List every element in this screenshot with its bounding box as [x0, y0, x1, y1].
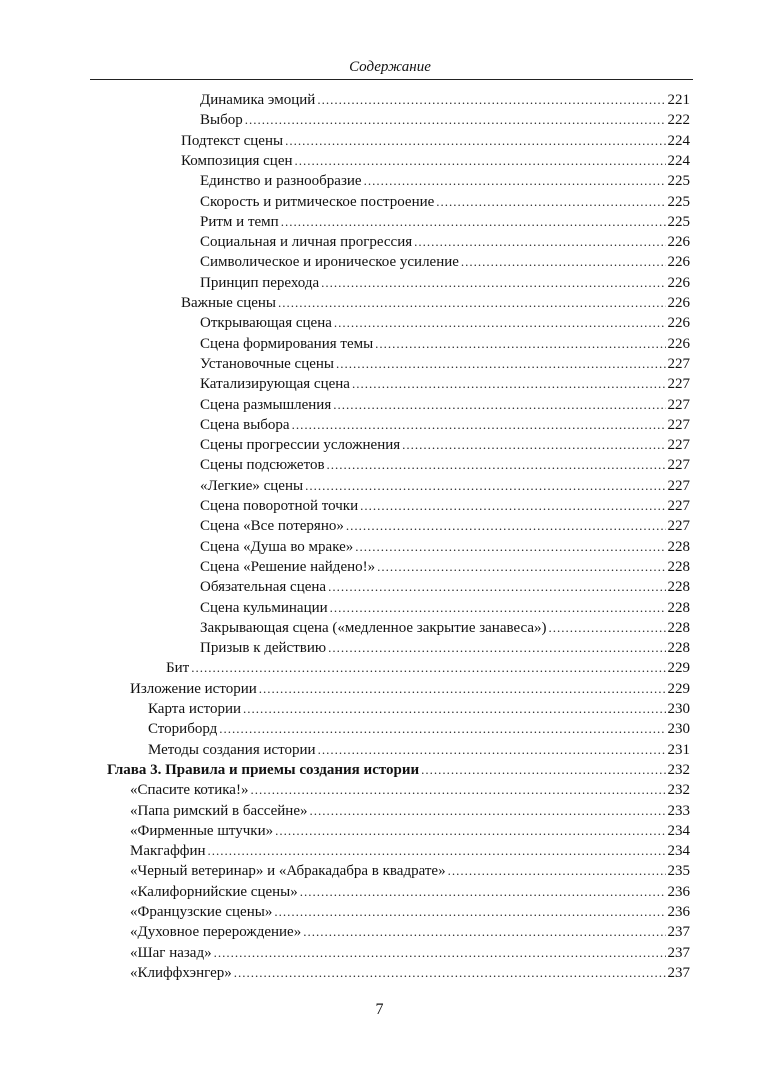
toc-entry[interactable]: [200, 496, 690, 516]
toc-entry-title: Методы создания истории: [148, 741, 316, 758]
toc-leader-dots: [375, 334, 665, 354]
toc-entry-page: 228: [667, 558, 690, 575]
toc-entry[interactable]: [130, 841, 690, 861]
toc-entry-page: 235: [667, 863, 690, 880]
toc-entry-page: 222: [667, 112, 690, 129]
toc-entry-title: «Духовное перерождение»: [130, 924, 302, 941]
toc-leader-dots: [364, 171, 666, 191]
toc-entry[interactable]: [130, 861, 690, 881]
toc-entry-page: 226: [667, 315, 690, 332]
toc-entry-page: 234: [667, 843, 690, 860]
toc-entry[interactable]: [200, 476, 690, 496]
toc-entry-page: 236: [667, 904, 690, 920]
toc-leader-dots: [274, 902, 665, 922]
toc-entry[interactable]: [200, 537, 690, 557]
toc-entry-page: 234: [667, 822, 690, 839]
toc-entry-page: 226: [667, 335, 690, 352]
toc-entry-page: 230: [667, 701, 690, 717]
toc-entry-title: Сцена размышления: [200, 396, 332, 413]
toc-entry-page: 236: [667, 883, 690, 900]
toc-entry-title: Сцена кульминации: [200, 599, 328, 616]
toc-entry-page: 225: [667, 193, 690, 210]
toc-entry-page: 229: [667, 680, 690, 697]
toc-entry-title: Динамика эмоций: [200, 92, 316, 108]
toc-leader-dots: [310, 801, 666, 821]
toc-entry-title: «Черный ветеринар» и «Абракадабра в квадрате»: [130, 863, 446, 880]
header-rule: [90, 79, 693, 80]
toc-entry-title: Ритм и темп: [200, 213, 279, 230]
toc-entry[interactable]: [181, 151, 690, 171]
toc-leader-dots: [377, 557, 665, 577]
toc-entry-title: Символическое и ироническое усиление: [200, 254, 459, 271]
toc-entry-title: Подтекст сцены: [181, 132, 284, 149]
toc-entry-page: 228: [667, 538, 690, 555]
toc-entry-title: «Шаг назад»: [130, 944, 212, 961]
toc-entry-page: 224: [667, 132, 690, 149]
toc-entry-title: Единство и разнообразие: [200, 173, 362, 190]
toc-entry-page: 227: [667, 457, 690, 474]
toc-entry-title: Сцена «Все потеряно»: [200, 518, 344, 535]
toc-entry-title: Бит: [166, 660, 190, 677]
toc-entry-title: «Фирменные штучки»: [130, 822, 274, 839]
toc-entry[interactable]: [130, 902, 690, 922]
toc-entry-page: 225: [667, 173, 690, 190]
toc-entry[interactable]: [200, 90, 690, 110]
toc-leader-dots: [461, 252, 666, 272]
toc-entry[interactable]: [200, 171, 690, 191]
toc-leader-dots: [330, 598, 666, 618]
toc-leader-dots: [549, 618, 666, 638]
toc-entry[interactable]: [200, 598, 690, 618]
toc-leader-dots: [360, 496, 665, 516]
toc-entry[interactable]: [181, 131, 690, 151]
toc-entry[interactable]: [200, 334, 690, 354]
toc-entry[interactable]: [200, 232, 690, 252]
toc-entry-page: 237: [667, 944, 690, 961]
toc-leader-dots: [352, 374, 666, 394]
toc-entry-title: Сториборд: [148, 721, 218, 738]
toc-entry-title: «Французские сцены»: [130, 904, 273, 920]
toc-entry-title: Принцип перехода: [200, 274, 320, 291]
toc-leader-dots: [214, 943, 666, 963]
toc-entry-title: Сцены подсюжетов: [200, 457, 325, 474]
toc-entry-page: 226: [667, 295, 690, 311]
toc-entry-page: 228: [667, 579, 690, 596]
toc-entry-title: Сцена формирования темы: [200, 335, 374, 352]
toc-entry-page: 237: [667, 924, 690, 941]
toc-leader-dots: [317, 90, 665, 110]
running-header: Содержание: [349, 59, 431, 75]
toc-entry[interactable]: [200, 516, 690, 536]
toc-leader-dots: [355, 537, 665, 557]
toc-entry-title: Выбор: [200, 112, 243, 129]
toc-entry[interactable]: [200, 638, 690, 658]
toc-entry[interactable]: [130, 679, 690, 699]
toc-entry-page: 226: [667, 234, 690, 251]
toc-leader-dots: [327, 455, 666, 475]
toc-entry-page: 227: [667, 518, 690, 535]
toc-entry[interactable]: [200, 110, 690, 130]
toc-entry[interactable]: [130, 821, 690, 841]
toc-entry-title: Карта истории: [148, 701, 242, 717]
toc-entry-page: 237: [667, 964, 690, 981]
toc-leader-dots: [333, 395, 665, 415]
toc-entry[interactable]: [200, 435, 690, 455]
toc-leader-dots: [300, 882, 666, 902]
toc-entry[interactable]: [200, 354, 690, 374]
toc-entry-title: Закрывающая сцена («медленное закрытие занавеса»): [200, 619, 547, 636]
toc-entry[interactable]: [200, 455, 690, 475]
toc-entry-page: 228: [667, 619, 690, 636]
toc-leader-dots: [402, 435, 665, 455]
toc-entry[interactable]: [130, 922, 690, 942]
toc-leader-dots: [219, 719, 665, 739]
toc-leader-dots: [191, 658, 665, 678]
toc-entry-page: 230: [667, 721, 690, 738]
toc-entry[interactable]: [130, 963, 690, 983]
toc-leader-dots: [303, 922, 665, 942]
toc-leader-dots: [243, 699, 665, 719]
toc-entry-title: Макгаффин: [130, 843, 206, 860]
toc-entry-page: 227: [667, 416, 690, 433]
toc-entry-title: Катализирующая сцена: [200, 376, 350, 393]
toc-entry-title: Сцена «Решение найдено!»: [200, 558, 376, 575]
toc-entry-title: Социальная и личная прогрессия: [200, 234, 413, 251]
toc-entry-title: Важные сцены: [181, 295, 276, 311]
toc-leader-dots: [234, 963, 666, 983]
toc-leader-dots: [328, 577, 665, 597]
toc-entry[interactable]: [200, 557, 690, 577]
toc-leader-dots: [305, 476, 665, 496]
toc-entry-title: «Спасите котика!»: [130, 782, 249, 799]
toc-leader-dots: [245, 110, 666, 130]
toc-leader-dots: [275, 821, 665, 841]
toc-leader-dots: [295, 151, 666, 171]
toc-entry-page: 221: [667, 92, 690, 108]
toc-entry-page: 229: [667, 660, 690, 677]
toc-entry[interactable]: [200, 395, 690, 415]
toc-entry[interactable]: [200, 273, 690, 293]
toc-entry[interactable]: [130, 882, 690, 902]
toc-leader-dots: [414, 232, 665, 252]
toc-entry-page: 227: [667, 477, 690, 494]
toc-leader-dots: [281, 212, 666, 232]
toc-entry[interactable]: [200, 374, 690, 394]
toc-entry-page: 233: [667, 802, 690, 819]
toc-entry[interactable]: [148, 699, 690, 719]
toc-entry[interactable]: [107, 760, 690, 780]
toc-leader-dots: [292, 415, 666, 435]
toc-entry-page: 232: [667, 782, 690, 799]
page-number: 7: [375, 1001, 384, 1018]
toc-entry-title: Композиция сцен: [181, 152, 293, 169]
toc-entry-title: Установочные сцены: [200, 355, 334, 372]
toc-entry-title: «Легкие» сцены: [200, 477, 304, 494]
toc-entry[interactable]: [130, 780, 690, 800]
toc-leader-dots: [336, 354, 666, 374]
toc-entry-title: Сцена поворотной точки: [200, 498, 359, 514]
toc-leader-dots: [250, 780, 665, 800]
toc-entry[interactable]: [200, 252, 690, 272]
toc-entry-title: Сцена выбора: [200, 416, 290, 433]
toc-leader-dots: [448, 861, 666, 881]
toc-leader-dots: [285, 131, 665, 151]
toc-entry[interactable]: [200, 415, 690, 435]
toc-entry-page: 225: [667, 213, 690, 230]
toc-entry-title: Сцены прогрессии усложнения: [200, 437, 401, 454]
toc-entry-title: Сцена «Душа во мраке»: [200, 538, 354, 555]
toc-leader-dots: [259, 679, 666, 699]
toc-entry-page: 227: [667, 396, 690, 413]
toc-entry[interactable]: [200, 212, 690, 232]
toc-entry-page: 232: [667, 761, 690, 778]
toc-leader-dots: [321, 273, 665, 293]
toc-entry-page: 224: [667, 152, 690, 169]
toc-entry[interactable]: [200, 618, 690, 638]
toc-entry-title: Скорость и ритмическое построение: [200, 193, 435, 210]
toc-entry[interactable]: [181, 293, 690, 313]
toc-entry-title: «Калифорнийские сцены»: [130, 883, 298, 900]
toc-entry-page: 227: [667, 498, 690, 514]
toc-entry-title: Призыв к действию: [200, 640, 327, 657]
toc-entry-title: Изложение истории: [130, 680, 257, 697]
toc-entry[interactable]: [200, 313, 690, 333]
toc-entry-page: 228: [667, 640, 690, 657]
toc-leader-dots: [346, 516, 666, 536]
toc-entry[interactable]: [166, 658, 690, 678]
toc-entry[interactable]: [130, 801, 690, 821]
toc-leader-dots: [436, 192, 665, 212]
toc-leader-dots: [421, 760, 665, 780]
toc-entry-title: Глава 3. Правила и приемы создания истории: [107, 761, 420, 778]
toc-entry-page: 227: [667, 437, 690, 454]
toc-entry-page: 227: [667, 376, 690, 393]
toc-entry[interactable]: [130, 943, 690, 963]
toc-leader-dots: [318, 740, 666, 760]
toc-entry-title: Обязательная сцена: [200, 579, 327, 596]
toc-leader-dots: [334, 313, 666, 333]
toc-entry-page: 227: [667, 355, 690, 372]
toc-entry-title: «Клиффхэнгер»: [130, 964, 232, 981]
toc-entry-title: «Папа римский в бассейне»: [130, 802, 308, 819]
toc-entry-page: 226: [667, 274, 690, 291]
toc-entry[interactable]: [200, 192, 690, 212]
toc-entry[interactable]: [148, 719, 690, 739]
toc-leader-dots: [278, 293, 666, 313]
toc-entry[interactable]: [200, 577, 690, 597]
toc-entry-page: 231: [667, 741, 690, 758]
toc-leader-dots: [328, 638, 665, 658]
toc-entry[interactable]: [148, 740, 690, 760]
toc-entry-page: 226: [667, 254, 690, 271]
toc-leader-dots: [208, 841, 666, 861]
toc-entry-title: Открывающая сцена: [200, 315, 332, 332]
toc-entry-page: 228: [667, 599, 690, 616]
